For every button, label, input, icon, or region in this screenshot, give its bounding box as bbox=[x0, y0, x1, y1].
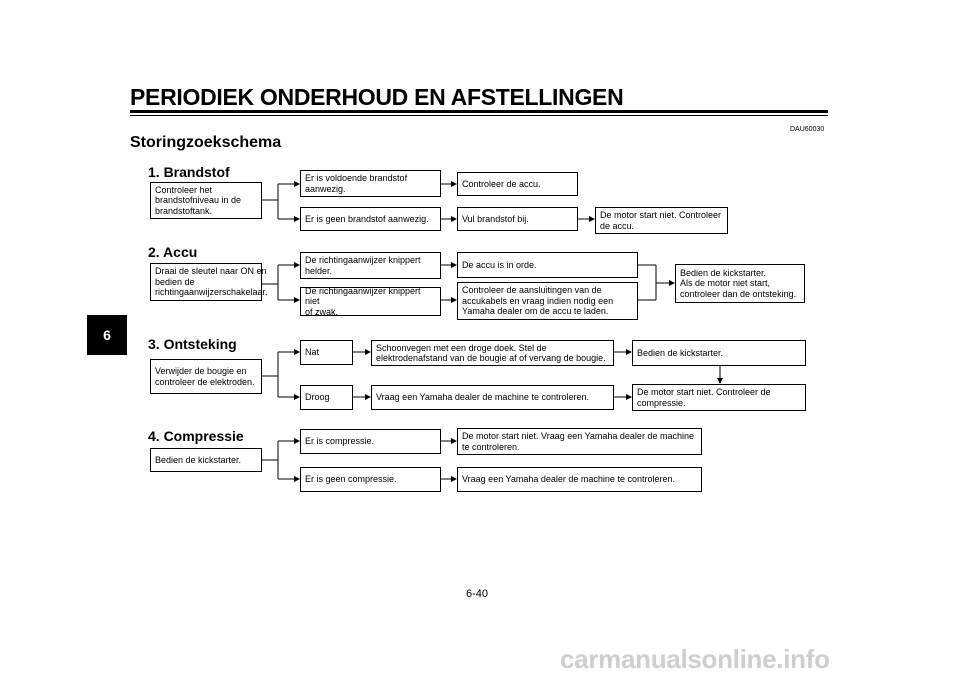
box-s1-b-end: De motor start niet. Controleer de accu. bbox=[595, 207, 728, 234]
section-title-compressie: 4. Compressie bbox=[148, 428, 244, 444]
box-s2-a-next: De accu is in orde. bbox=[457, 252, 638, 278]
box-s1-a: Er is voldoende brandstof aanwezig. bbox=[300, 170, 441, 197]
page-header-title: PERIODIEK ONDERHOUD EN AFSTELLINGEN bbox=[130, 84, 624, 110]
box-s4-start: Bedien de kickstarter. bbox=[150, 448, 262, 472]
box-s1-a-next: Controleer de accu. bbox=[457, 172, 578, 196]
box-s1-b: Er is geen brandstof aanwezig. bbox=[300, 207, 441, 231]
box-s3-b-end: De motor start niet. Controleer de compressie. bbox=[632, 384, 806, 411]
section-title-accu: 2. Accu bbox=[148, 244, 198, 260]
box-s2-b-next: Controleer de aansluitingen van de accukabels en vraag indien nodig een Yamaha dealer om de accu te laden. bbox=[457, 282, 638, 320]
box-s2-b: De richtingaanwijzer knippert niet of zwak. bbox=[300, 287, 441, 316]
section-title-brandstof: 1. Brandstof bbox=[148, 164, 230, 180]
chapter-tab: 6 bbox=[87, 315, 127, 355]
box-s3-b-next: Vraag een Yamaha dealer de machine te controleren. bbox=[371, 385, 614, 410]
section-title-ontsteking: 3. Ontsteking bbox=[148, 336, 237, 352]
box-s3-a: Nat bbox=[300, 340, 353, 365]
box-s1-start: Controleer het brandstofniveau in de brandstoftank. bbox=[150, 182, 262, 219]
reference-code: DAU60030 bbox=[790, 126, 825, 133]
box-s4-a-next: De motor start niet. Vraag een Yamaha dealer de machine te controleren. bbox=[457, 428, 702, 455]
box-s2-end: Bedien de kickstarter. Als de motor niet start, controleer dan de ontsteking. bbox=[675, 264, 805, 303]
box-s2-start: Draai de sleutel naar ON en bedien de richtingaanwijzerschakelaar. bbox=[150, 263, 262, 301]
box-s3-start: Verwijder de bougie en controleer de elektroden. bbox=[150, 359, 262, 394]
box-s3-a-end: Bedien de kickstarter. bbox=[632, 340, 806, 366]
page-subtitle: Storingzoekschema bbox=[130, 134, 282, 151]
watermark: carmanualsonline.info bbox=[560, 644, 830, 674]
box-s4-b-next: Vraag een Yamaha dealer de machine te controleren. bbox=[457, 467, 702, 492]
box-s3-a-next: Schoonvegen met een droge doek. Stel de elektrodenafstand van de bougie af of vervang de bougie. bbox=[371, 340, 614, 366]
box-s1-b-next: Vul brandstof bij. bbox=[457, 207, 578, 231]
box-s2-a: De richtingaanwijzer knippert helder. bbox=[300, 252, 441, 279]
box-s3-b: Droog bbox=[300, 385, 353, 410]
page-number: 6-40 bbox=[466, 588, 489, 600]
box-s4-b: Er is geen compressie. bbox=[300, 467, 441, 492]
box-s4-a: Er is compressie. bbox=[300, 429, 441, 454]
